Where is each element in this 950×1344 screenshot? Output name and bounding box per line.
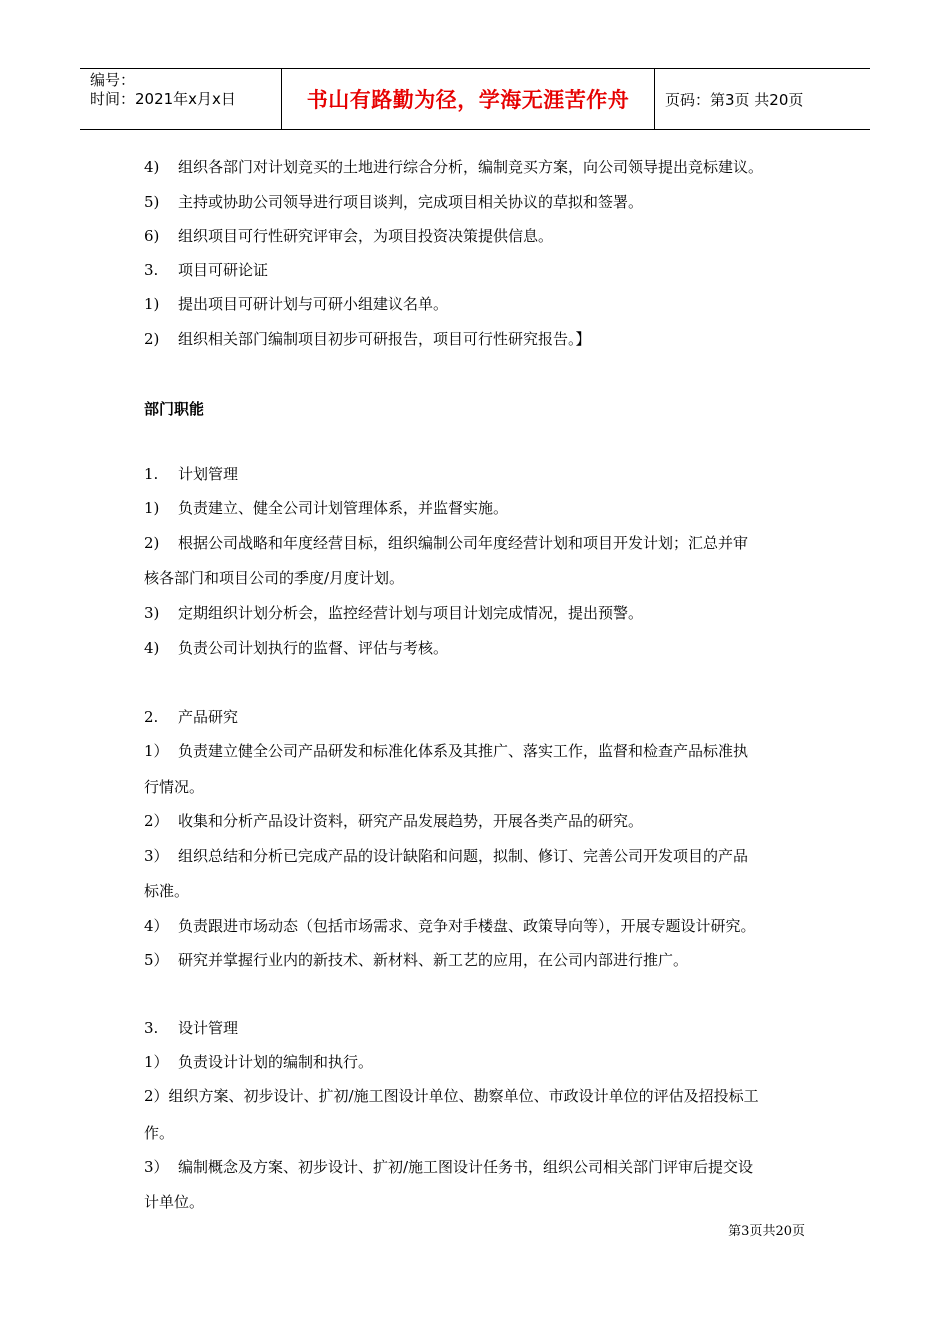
- page-footer: 第3页共20页: [728, 1224, 805, 1239]
- list-item: 6) 组织项目可行性研究评审会，为项目投资决策提供信息。: [144, 227, 554, 245]
- page-header: [80, 68, 870, 130]
- list-item: 2）组织方案、初步设计、扩初/施工图设计单位、勘察单位、市政设计单位的评估及招投标工: [144, 1087, 759, 1105]
- subsection-title: 3. 设计管理: [144, 1019, 239, 1037]
- list-item: 1） 负责设计计划的编制和执行。: [144, 1053, 374, 1071]
- list-item-continuation: 核各部门和项目公司的季度/月度计划。: [144, 569, 405, 587]
- list-item-continuation: 标准。: [144, 882, 190, 900]
- list-item: 1) 负责建立、健全公司计划管理体系，并监督实施。: [144, 499, 509, 517]
- header-meta: [80, 69, 282, 129]
- subsection-title: 1. 计划管理: [144, 465, 239, 483]
- list-item: 5） 研究并掌握行业内的新技术、新材料、新工艺的应用，在公司内部进行推广。: [144, 951, 689, 969]
- list-item: 2) 根据公司战略和年度经营目标，组织编制公司年度经营计划和项目开发计划；汇总并审: [144, 534, 749, 552]
- list-item: 3） 组织总结和分析已完成产品的设计缺陷和问题，拟制、修订、完善公司开发项目的产品: [144, 847, 749, 865]
- list-item: 2) 组织相关部门编制项目初步可研报告，项目可行性研究报告。】: [144, 330, 591, 348]
- section-title: 部门职能: [144, 400, 205, 418]
- subsection-title: 2. 产品研究: [144, 708, 239, 726]
- list-item: 1) 提出项目可研计划与可研小组建议名单。: [144, 295, 449, 313]
- code-label: 编号：: [90, 71, 136, 89]
- list-item: 2） 收集和分析产品设计资料，研究产品发展趋势，开展各类产品的研究。: [144, 812, 644, 830]
- header-page-info: 页码：第3页 共20页: [665, 90, 804, 109]
- list-item: 4) 负责公司计划执行的监督、评估与考核。: [144, 639, 449, 657]
- list-item-continuation: 作。: [144, 1124, 175, 1142]
- list-item: 3. 项目可研论证: [144, 261, 269, 279]
- list-item: 4) 组织各部门对计划竞买的土地进行综合分析，编制竞买方案，向公司领导提出竞标建议。: [144, 158, 764, 176]
- list-item: 3) 定期组织计划分析会，监控经营计划与项目计划完成情况，提出预警。: [144, 604, 644, 622]
- list-item-continuation: 行情况。: [144, 778, 205, 796]
- list-item: 1） 负责建立健全公司产品研发和标准化体系及其推广、落实工作，监督和检查产品标准执: [144, 742, 749, 760]
- header-motto: 书山有路勤为径，学海无涯苦作舟: [282, 69, 655, 129]
- list-item: 3） 编制概念及方案、初步设计、扩初/施工图设计任务书，组织公司相关部门评审后提交设: [144, 1158, 754, 1176]
- list-item: 5) 主持或协助公司领导进行项目谈判，完成项目相关协议的草拟和签署。: [144, 193, 644, 211]
- list-item-continuation: 计单位。: [144, 1193, 205, 1211]
- list-item: 4） 负责跟进市场动态（包括市场需求、竞争对手楼盘、政策导向等），开展专题设计研究。: [144, 917, 756, 935]
- time-label: 时间：2021年x月x日: [90, 90, 236, 108]
